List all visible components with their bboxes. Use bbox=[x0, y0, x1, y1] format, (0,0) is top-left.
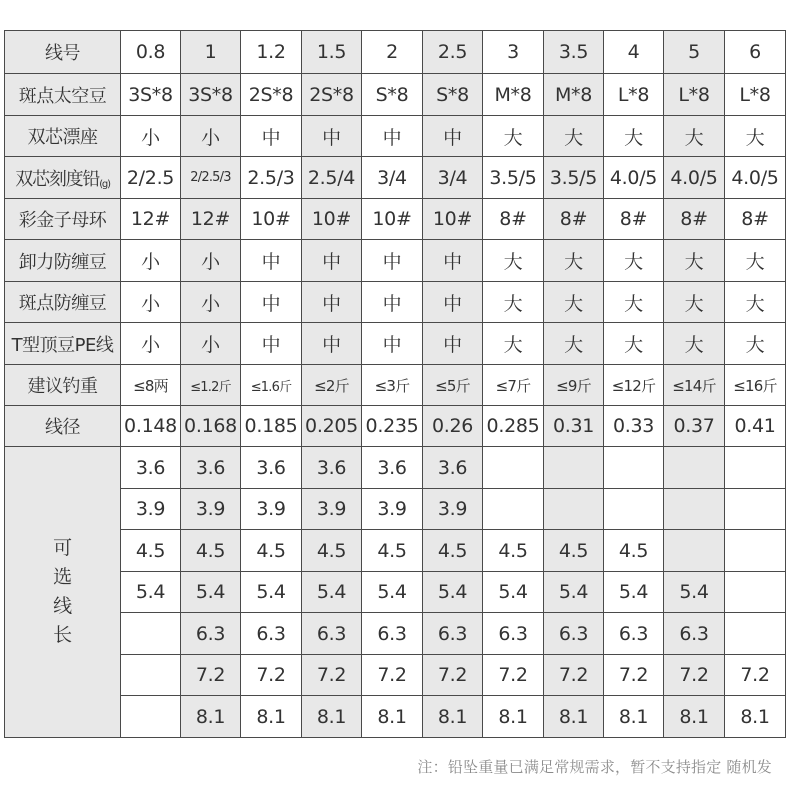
length-row bbox=[5, 572, 786, 613]
spec-cell: ≤3斤 bbox=[362, 365, 423, 406]
row-label bbox=[5, 282, 121, 323]
row-label-text: 斑点太空豆 bbox=[18, 85, 107, 107]
spec-cell: 中 bbox=[423, 240, 483, 282]
header-cell: 5 bbox=[664, 31, 725, 74]
spec-cell: 大 bbox=[725, 116, 786, 157]
spec-cell: L*8 bbox=[725, 74, 786, 116]
length-cell: 5.4 bbox=[302, 572, 362, 613]
spec-cell: 0.168 bbox=[181, 406, 241, 447]
row-label bbox=[5, 240, 121, 282]
spec-cell: 大 bbox=[483, 240, 544, 282]
header-cell: 1.2 bbox=[241, 31, 302, 74]
lengths-label-text: 可选线长 bbox=[53, 537, 72, 646]
length-cell: 6.3 bbox=[362, 613, 423, 655]
spec-cell: 0.185 bbox=[241, 406, 302, 447]
length-cell: 4.5 bbox=[362, 530, 423, 572]
length-cell: 5.4 bbox=[181, 572, 241, 613]
spec-cell: 大 bbox=[604, 240, 664, 282]
length-cell bbox=[604, 489, 664, 530]
spec-cell: 大 bbox=[664, 323, 725, 365]
spec-table bbox=[4, 30, 786, 738]
length-cell: 6.3 bbox=[241, 613, 302, 655]
spec-cell: 中 bbox=[302, 323, 362, 365]
header-cell: 3.5 bbox=[544, 31, 604, 74]
spec-cell: L*8 bbox=[664, 74, 725, 116]
spec-cell: 0.31 bbox=[544, 406, 604, 447]
header-label: 线号 bbox=[5, 31, 121, 74]
length-cell: 3.9 bbox=[121, 489, 181, 530]
spec-cell: 8# bbox=[544, 199, 604, 240]
spec-cell: ≤1.2斤 bbox=[181, 365, 241, 406]
length-cell: 8.1 bbox=[664, 696, 725, 738]
length-cell bbox=[121, 655, 181, 696]
header-cell: 2 bbox=[362, 31, 423, 74]
length-cell: 5.4 bbox=[423, 572, 483, 613]
row-label-text: 双芯漂座 bbox=[27, 127, 98, 148]
spec-cell: 0.37 bbox=[664, 406, 725, 447]
spec-cell: 大 bbox=[725, 240, 786, 282]
spec-cell: 10# bbox=[423, 199, 483, 240]
spec-row bbox=[5, 74, 786, 116]
spec-cell: 大 bbox=[604, 323, 664, 365]
length-cell: 8.1 bbox=[483, 696, 544, 738]
spec-cell: 中 bbox=[362, 240, 423, 282]
spec-cell: 大 bbox=[664, 240, 725, 282]
spec-cell: 2.5/3 bbox=[241, 157, 302, 199]
length-cell: 8.1 bbox=[423, 696, 483, 738]
row-label-text: 双芯刻度铅 bbox=[15, 168, 100, 190]
spec-cell: 小 bbox=[121, 240, 181, 282]
spec-cell: 3/4 bbox=[423, 157, 483, 199]
spec-cell: ≤16斤 bbox=[725, 365, 786, 406]
spec-cell: 中 bbox=[423, 116, 483, 157]
spec-cell: 8# bbox=[725, 199, 786, 240]
length-cell bbox=[544, 489, 604, 530]
spec-cell: 大 bbox=[544, 116, 604, 157]
length-cell: 5.4 bbox=[121, 572, 181, 613]
spec-cell: 0.41 bbox=[725, 406, 786, 447]
spec-cell: 0.33 bbox=[604, 406, 664, 447]
spec-cell: 2S*8 bbox=[241, 74, 302, 116]
spec-cell: 8# bbox=[664, 199, 725, 240]
spec-cell: M*8 bbox=[483, 74, 544, 116]
length-cell: 7.2 bbox=[664, 655, 725, 696]
spec-row bbox=[5, 282, 786, 323]
spec-cell: 2.5/4 bbox=[302, 157, 362, 199]
header-cell: 2.5 bbox=[423, 31, 483, 74]
length-row bbox=[5, 530, 786, 572]
spec-cell: 中 bbox=[302, 116, 362, 157]
length-cell: 3.9 bbox=[362, 489, 423, 530]
length-cell: 7.2 bbox=[483, 655, 544, 696]
spec-cell: 大 bbox=[544, 323, 604, 365]
spec-cell: 小 bbox=[121, 116, 181, 157]
length-cell bbox=[725, 489, 786, 530]
header-cell: 4 bbox=[604, 31, 664, 74]
spec-cell: 4.0/5 bbox=[664, 157, 725, 199]
spec-cell: 中 bbox=[362, 282, 423, 323]
length-cell: 6.3 bbox=[664, 613, 725, 655]
length-cell: 3.9 bbox=[302, 489, 362, 530]
length-cell: 6.3 bbox=[483, 613, 544, 655]
spec-cell: 10# bbox=[241, 199, 302, 240]
spec-cell: 小 bbox=[121, 282, 181, 323]
length-cell: 5.4 bbox=[483, 572, 544, 613]
spec-cell: 3S*8 bbox=[121, 74, 181, 116]
length-cell: 7.2 bbox=[181, 655, 241, 696]
length-cell bbox=[725, 447, 786, 489]
spec-cell: 4.0/5 bbox=[604, 157, 664, 199]
length-cell: 7.2 bbox=[362, 655, 423, 696]
length-cell: 8.1 bbox=[604, 696, 664, 738]
spec-cell: 0.26 bbox=[423, 406, 483, 447]
spec-cell: ≤9斤 bbox=[544, 365, 604, 406]
spec-cell: 3S*8 bbox=[181, 74, 241, 116]
spec-cell: 0.205 bbox=[302, 406, 362, 447]
spec-cell: 大 bbox=[604, 116, 664, 157]
header-cell: 6 bbox=[725, 31, 786, 74]
spec-cell: 中 bbox=[241, 323, 302, 365]
spec-cell: ≤2斤 bbox=[302, 365, 362, 406]
length-cell: 4.5 bbox=[302, 530, 362, 572]
spec-row bbox=[5, 116, 786, 157]
row-label-text: 卸力防缠豆 bbox=[18, 251, 107, 273]
spec-cell: ≤5斤 bbox=[423, 365, 483, 406]
row-label-text: T型顶豆PE线 bbox=[11, 334, 114, 356]
footnote: 注：铅坠重量已满足常规需求，暂不支持指定 随机发 bbox=[417, 758, 772, 776]
length-cell: 7.2 bbox=[725, 655, 786, 696]
spec-cell: 12# bbox=[181, 199, 241, 240]
spec-cell: ≤12斤 bbox=[604, 365, 664, 406]
length-cell: 3.6 bbox=[121, 447, 181, 489]
spec-cell: 8# bbox=[483, 199, 544, 240]
length-cell bbox=[544, 447, 604, 489]
spec-cell: 大 bbox=[483, 323, 544, 365]
spec-cell: 大 bbox=[604, 282, 664, 323]
row-label bbox=[5, 406, 121, 447]
row-label bbox=[5, 74, 121, 116]
spec-cell: 大 bbox=[725, 323, 786, 365]
length-cell: 3.6 bbox=[423, 447, 483, 489]
length-cell: 3.6 bbox=[181, 447, 241, 489]
spec-cell: 大 bbox=[664, 282, 725, 323]
spec-cell: 3.5/5 bbox=[483, 157, 544, 199]
length-cell: 8.1 bbox=[181, 696, 241, 738]
lengths-label bbox=[5, 447, 121, 738]
length-cell: 3.9 bbox=[423, 489, 483, 530]
spec-cell: 0.148 bbox=[121, 406, 181, 447]
spec-cell: L*8 bbox=[604, 74, 664, 116]
length-cell bbox=[725, 572, 786, 613]
length-cell bbox=[121, 696, 181, 738]
spec-cell: 小 bbox=[181, 282, 241, 323]
row-label bbox=[5, 157, 121, 199]
spec-cell: 大 bbox=[483, 282, 544, 323]
spec-cell: S*8 bbox=[362, 74, 423, 116]
length-cell: 3.6 bbox=[302, 447, 362, 489]
length-cell: 3.9 bbox=[181, 489, 241, 530]
spec-cell: 大 bbox=[544, 282, 604, 323]
header-cell: 1 bbox=[181, 31, 241, 74]
length-cell: 5.4 bbox=[544, 572, 604, 613]
length-cell: 7.2 bbox=[423, 655, 483, 696]
length-row bbox=[5, 447, 786, 489]
spec-row bbox=[5, 199, 786, 240]
header-cell: 0.8 bbox=[121, 31, 181, 74]
length-cell: 7.2 bbox=[604, 655, 664, 696]
row-label-text: 斑点防缠豆 bbox=[18, 293, 107, 314]
length-cell bbox=[604, 447, 664, 489]
spec-cell: M*8 bbox=[544, 74, 604, 116]
length-cell: 3.6 bbox=[241, 447, 302, 489]
spec-cell: 10# bbox=[302, 199, 362, 240]
length-row bbox=[5, 655, 786, 696]
length-cell: 8.1 bbox=[544, 696, 604, 738]
length-cell: 4.5 bbox=[241, 530, 302, 572]
length-cell: 5.4 bbox=[604, 572, 664, 613]
spec-cell: 3.5/5 bbox=[544, 157, 604, 199]
header-cell: 3 bbox=[483, 31, 544, 74]
length-cell: 8.1 bbox=[725, 696, 786, 738]
length-cell: 5.4 bbox=[362, 572, 423, 613]
spec-cell: 大 bbox=[544, 240, 604, 282]
spec-cell: 中 bbox=[302, 282, 362, 323]
spec-cell: 3/4 bbox=[362, 157, 423, 199]
spec-cell: 10# bbox=[362, 199, 423, 240]
spec-cell: 中 bbox=[362, 116, 423, 157]
length-cell: 4.5 bbox=[423, 530, 483, 572]
spec-row bbox=[5, 406, 786, 447]
length-cell: 8.1 bbox=[362, 696, 423, 738]
spec-row bbox=[5, 365, 786, 406]
row-label-text: 线径 bbox=[45, 417, 80, 438]
row-label-unit: (g) bbox=[99, 178, 110, 190]
length-cell: 4.5 bbox=[181, 530, 241, 572]
length-row bbox=[5, 696, 786, 738]
row-label bbox=[5, 365, 121, 406]
spec-cell: 2/2.5 bbox=[121, 157, 181, 199]
spec-cell: 12# bbox=[121, 199, 181, 240]
spec-cell: ≤14斤 bbox=[664, 365, 725, 406]
spec-cell: ≤1.6斤 bbox=[241, 365, 302, 406]
spec-row bbox=[5, 323, 786, 365]
spec-cell: ≤7斤 bbox=[483, 365, 544, 406]
length-cell: 4.5 bbox=[121, 530, 181, 572]
length-cell bbox=[664, 530, 725, 572]
length-cell bbox=[664, 489, 725, 530]
length-cell: 6.3 bbox=[423, 613, 483, 655]
length-cell: 4.5 bbox=[483, 530, 544, 572]
length-cell: 4.5 bbox=[544, 530, 604, 572]
spec-row bbox=[5, 157, 786, 199]
length-cell: 3.6 bbox=[362, 447, 423, 489]
spec-cell: 中 bbox=[423, 282, 483, 323]
length-cell bbox=[483, 489, 544, 530]
length-cell bbox=[725, 613, 786, 655]
spec-cell: ≤8两 bbox=[121, 365, 181, 406]
spec-cell: 中 bbox=[241, 240, 302, 282]
spec-cell: S*8 bbox=[423, 74, 483, 116]
length-cell: 3.9 bbox=[241, 489, 302, 530]
spec-cell: 大 bbox=[725, 282, 786, 323]
length-cell: 4.5 bbox=[604, 530, 664, 572]
length-cell: 7.2 bbox=[544, 655, 604, 696]
spec-cell: 小 bbox=[181, 116, 241, 157]
length-row bbox=[5, 489, 786, 530]
length-cell: 6.3 bbox=[544, 613, 604, 655]
spec-cell: 小 bbox=[181, 323, 241, 365]
length-cell: 6.3 bbox=[181, 613, 241, 655]
length-cell: 7.2 bbox=[302, 655, 362, 696]
header-row bbox=[5, 31, 786, 74]
spec-cell: 大 bbox=[483, 116, 544, 157]
length-cell: 8.1 bbox=[302, 696, 362, 738]
spec-cell: 中 bbox=[302, 240, 362, 282]
length-cell bbox=[121, 613, 181, 655]
length-cell bbox=[725, 530, 786, 572]
length-cell: 8.1 bbox=[241, 696, 302, 738]
spec-cell: 0.285 bbox=[483, 406, 544, 447]
row-label-text: 彩金子母环 bbox=[18, 210, 107, 231]
spec-cell: 4.0/5 bbox=[725, 157, 786, 199]
spec-cell: 中 bbox=[241, 282, 302, 323]
spec-cell: 中 bbox=[423, 323, 483, 365]
row-label-text: 建议钓重 bbox=[27, 376, 98, 397]
length-row bbox=[5, 613, 786, 655]
length-cell: 6.3 bbox=[604, 613, 664, 655]
spec-cell: 中 bbox=[362, 323, 423, 365]
spec-cell: 2/2.5/3 bbox=[181, 157, 241, 199]
spec-cell: 小 bbox=[121, 323, 181, 365]
length-cell: 5.4 bbox=[664, 572, 725, 613]
length-cell bbox=[664, 447, 725, 489]
spec-cell: 中 bbox=[241, 116, 302, 157]
spec-cell: 2S*8 bbox=[302, 74, 362, 116]
spec-cell: 小 bbox=[181, 240, 241, 282]
length-cell bbox=[483, 447, 544, 489]
length-cell: 7.2 bbox=[241, 655, 302, 696]
length-cell: 5.4 bbox=[241, 572, 302, 613]
header-cell: 1.5 bbox=[302, 31, 362, 74]
row-label bbox=[5, 323, 121, 365]
length-cell: 6.3 bbox=[302, 613, 362, 655]
spec-row bbox=[5, 240, 786, 282]
spec-cell: 0.235 bbox=[362, 406, 423, 447]
spec-cell: 8# bbox=[604, 199, 664, 240]
row-label bbox=[5, 199, 121, 240]
row-label bbox=[5, 116, 121, 157]
spec-cell: 大 bbox=[664, 116, 725, 157]
